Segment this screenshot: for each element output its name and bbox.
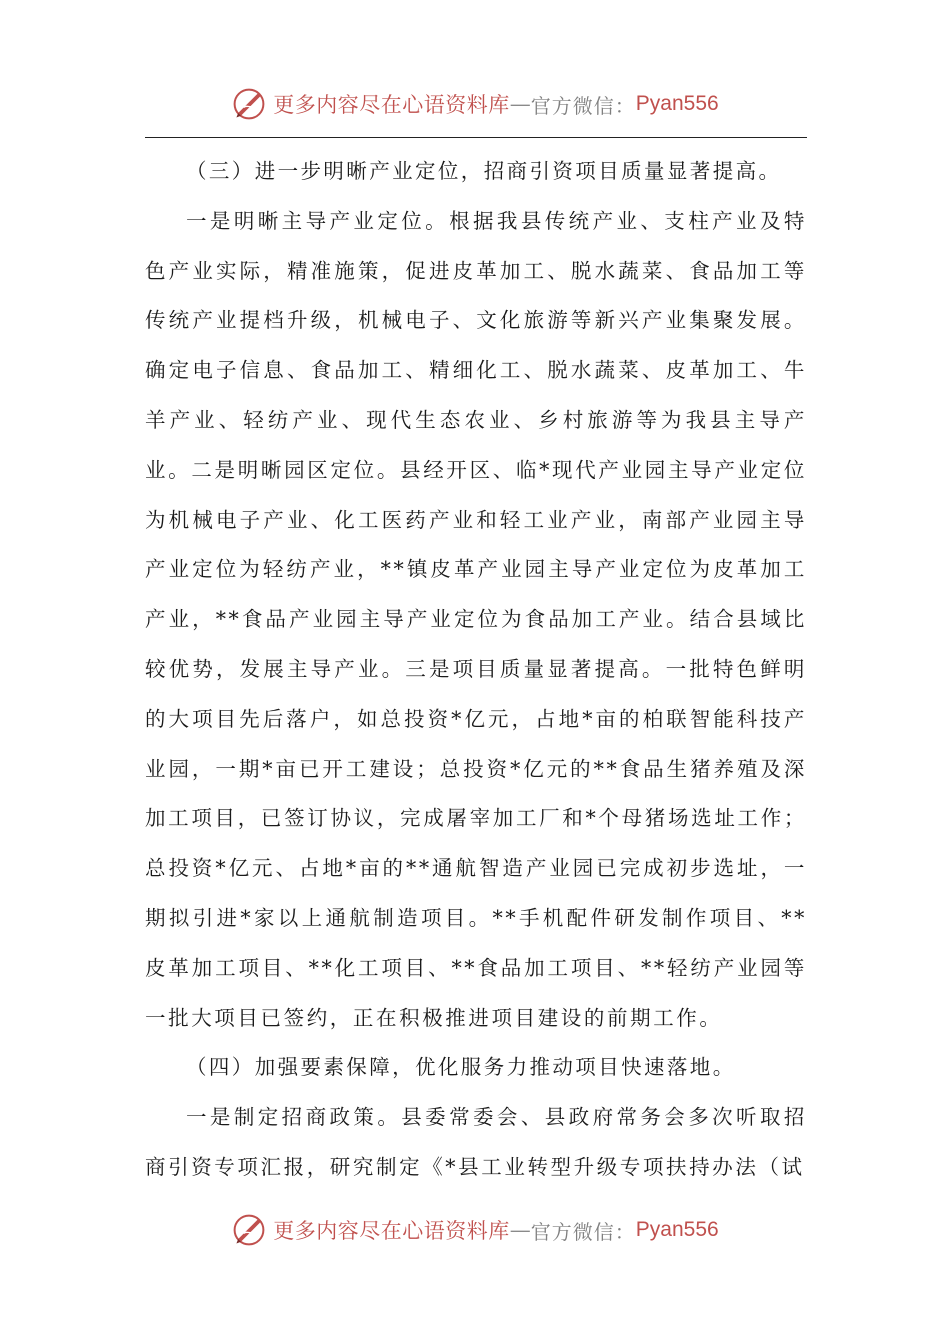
header-watermark-banner — [0, 84, 950, 124]
body-paragraph: 一是明晰主导产业定位。根据我县传统产业、支柱产业及特色产业实际，精准施策，促进皮革加工、脱水蔬菜、食品加工等传统产业提档升级，机械电子、文化旅游等新兴产业集聚发展。确定电子信息、食品加工、精细化工、脱水蔬菜、皮革加工、牛羊产业、轻纺产业、现代生态农业、乡村旅游等为我县主导产业。二是明晰园区定位。县经开区、临*现代产业园主导产业定位为机械电子产业、化工医药产业和轻工业产业，南部产业园主导产业定位为轻纺产业，**镇皮革产业园主导产业定位为皮革加工产业，**食品产业园主导产业定位为食品加工产业。结合县域比较优势，发展主导产业。三是项目质量显著提高。一批特色鲜明的大项目先后落户，如总投资*亿元，占地*亩的柏联智能科技产业园，一期*亩已开工建设；总投资*亿元的**食品生猪养殖及深加工项目，已签订协议，完成屠宰加工厂和*个母猪场选址工作；总投资*亿元、占地*亩的**通航智造产业园已完成初步选址，一期拟引进*家以上通航制造项目。**手机配件研发制作项目、**皮革加工项目、**化工项目、**食品加工项目、**轻纺产业园等一批大项目已签约，正在积极推进项目建设的前期工作。 — [145, 208, 807, 1030]
body-paragraph: 一是制定招商政策。县委常委会、县政府常务会多次听取招商引资专项汇报，研究制定《*县工业转型升级专项扶持办法（试 — [145, 1105, 807, 1179]
pen-logo-icon — [231, 1212, 267, 1248]
wechat-id: Pyan556 — [635, 92, 719, 115]
document-body — [145, 147, 807, 1193]
wechat-label: 官方微信： — [530, 93, 636, 118]
section-heading-3: （三）进一步明晰产业定位，招商引资项目质量显著提高。 — [186, 159, 782, 183]
banner-separator: — — [509, 92, 531, 116]
brand-text: 更多内容尽在心语资料库 — [273, 93, 510, 117]
footer-watermark-banner — [0, 1210, 950, 1250]
section-heading-4: （四）加强要素保障，优化服务力推动项目快速落地。 — [186, 1055, 736, 1080]
header-divider — [145, 137, 807, 138]
brand-text: 更多内容尽在心语资料库 — [273, 1219, 510, 1243]
wechat-id: Pyan556 — [635, 1218, 719, 1241]
pen-logo-icon — [231, 86, 267, 122]
wechat-label: 官方微信： — [530, 1219, 636, 1244]
banner-separator: — — [509, 1218, 531, 1242]
